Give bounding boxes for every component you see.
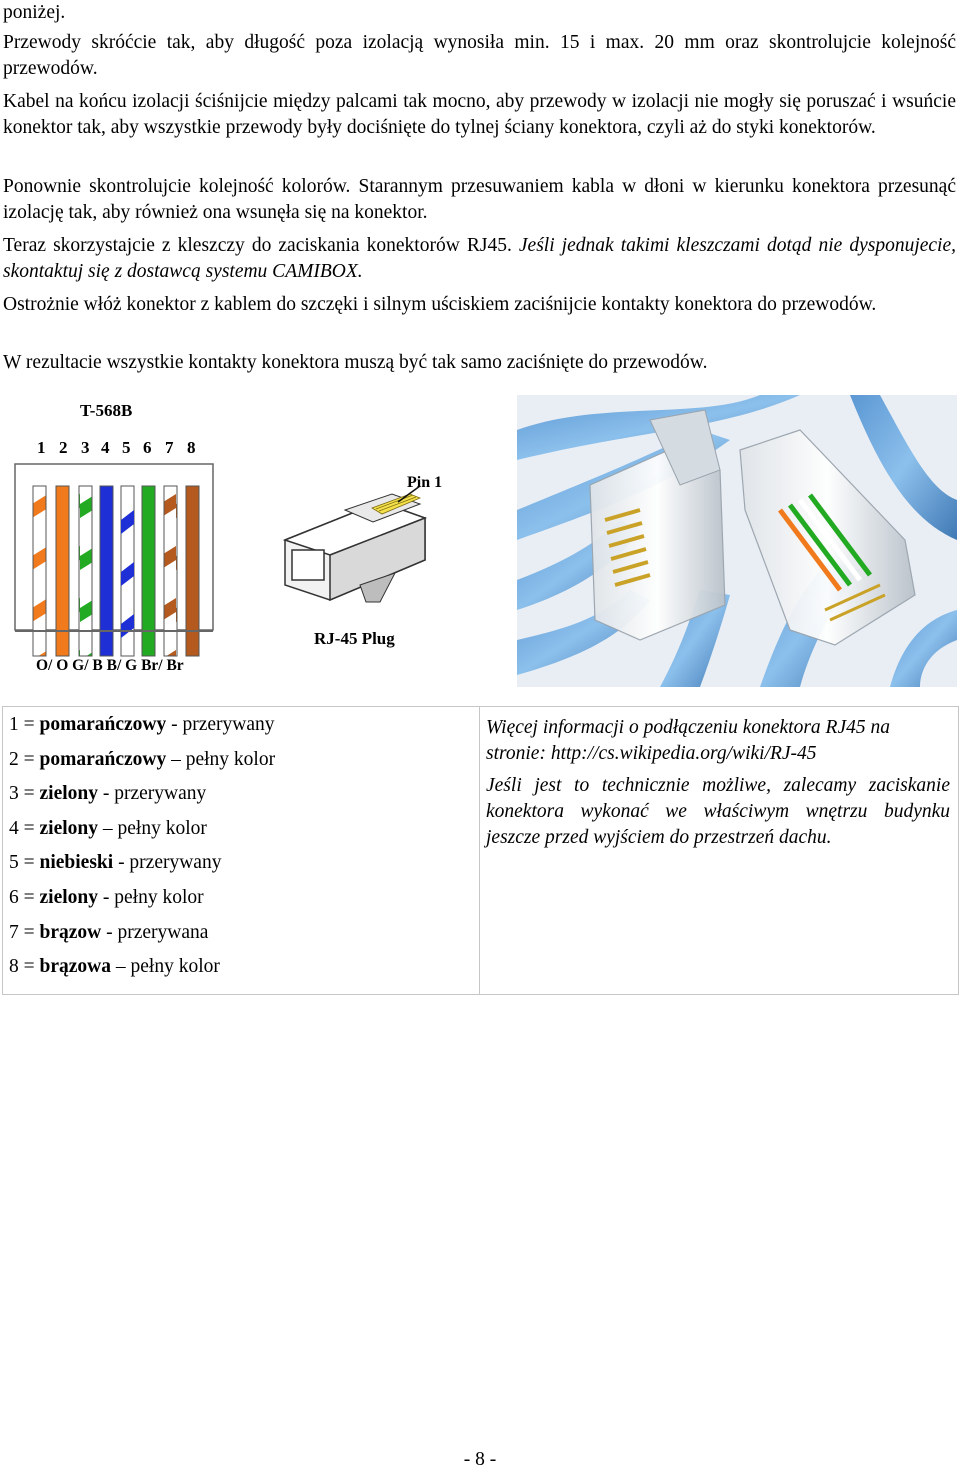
indoor-crimping-advice: Jeśli jest to technicznie możliwe, zalecamy zaciskanie konektora wykonać we właściwym wnętrzu budynku jeszcze przed wyjściem do przestrzeń dachu. (486, 775, 950, 848)
paragraph-wire-length: Przewody skróćcie tak, aby długość poza izolacją wynosiła min. 15 i max. 20 mm oraz skontrolujcie kolejność przewodów. (3, 32, 956, 79)
pin-number: 4 (101, 438, 110, 457)
color-legend (3, 707, 480, 995)
wiring-figure (0, 390, 960, 690)
pin-number: 5 (122, 438, 131, 457)
legend-row: 3 = zielony - przerywany (9, 783, 207, 805)
wire-codes: O/ O G/ B B/ G Br/ Br (36, 657, 184, 674)
paragraph-insert-connector: Kabel na końcu izolacji ściśnijcie między palcami tak mocno, aby przewody w izolacji nie mogły się poruszać i wsuńcie konektor tak, aby wszystkie przewody były dociśnięte do tylnej ściany konektora, czyli aż do styki konektorów. (3, 91, 956, 138)
legend-row: 8 = brązowa – pełny kolor (9, 956, 220, 978)
color-legend-table (2, 706, 959, 995)
paragraph-crimping-tool (3, 233, 956, 285)
legend-row: 4 = zielony – pełny kolor (9, 817, 207, 839)
pin-number: 8 (187, 438, 196, 457)
paragraph-continuation: poniżej. (3, 2, 66, 23)
wiring-diagram (0, 390, 960, 690)
legend-row: 2 = pomarańczowy – pełny kolor (9, 748, 276, 770)
pin-number: 7 (165, 438, 174, 457)
info-cell (480, 707, 959, 995)
pin-number: 2 (59, 438, 68, 457)
paragraph-check-colors: Ponownie skontrolujcie kolejność kolorów. Starannym przesuwaniem kabla w dłoni w kierunku konektora przesunąć izolację tak, aby również ona wsunęła się na konektor. (3, 176, 956, 223)
standard-title: T-568B (80, 401, 133, 420)
legend-row: 7 = brązow - przerywana (9, 921, 209, 943)
more-info-text: Więcej informacji o podłączeniu konektora RJ45 na stronie: http://cs.wikipedia.org/wiki/RJ-45 (486, 717, 890, 764)
paragraph-crimp: Ostrożnie włóż konektor z kablem do szczęki i silnym uściskiem zaciśnijcie kontakty konektora do przewodów. (3, 294, 877, 315)
rj45-plug-drawing (285, 486, 425, 602)
crimping-tool-note: Jeśli jednak takimi kleszczami dotąd nie dysponujecie, skontaktuj się z dostawcą systemu CAMIBOX. (3, 235, 957, 282)
pin1-label: Pin 1 (407, 474, 443, 491)
pin-number: 6 (143, 438, 152, 457)
pin-numbers (37, 438, 196, 457)
legend-row: 5 = niebieski - przerywany (9, 852, 222, 874)
legend-row: 1 = pomarańczowy - przerywany (9, 714, 275, 735)
plug-label: RJ-45 Plug (314, 629, 395, 648)
pin-number: 1 (37, 438, 46, 457)
paragraph-result: W rezultacie wszystkie kontakty konektora muszą być tak samo zaciśnięte do przewodów. (3, 352, 708, 373)
crimping-tool-text: Teraz skorzystajcie z kleszczy do zaciskania konektorów RJ45. (3, 235, 519, 256)
page-number: - 8 - (463, 1449, 497, 1470)
connector-photo (517, 395, 957, 687)
legend-row: 6 = zielony - pełny kolor (9, 886, 204, 908)
wire-frame (15, 464, 213, 656)
pin-number: 3 (81, 438, 90, 457)
